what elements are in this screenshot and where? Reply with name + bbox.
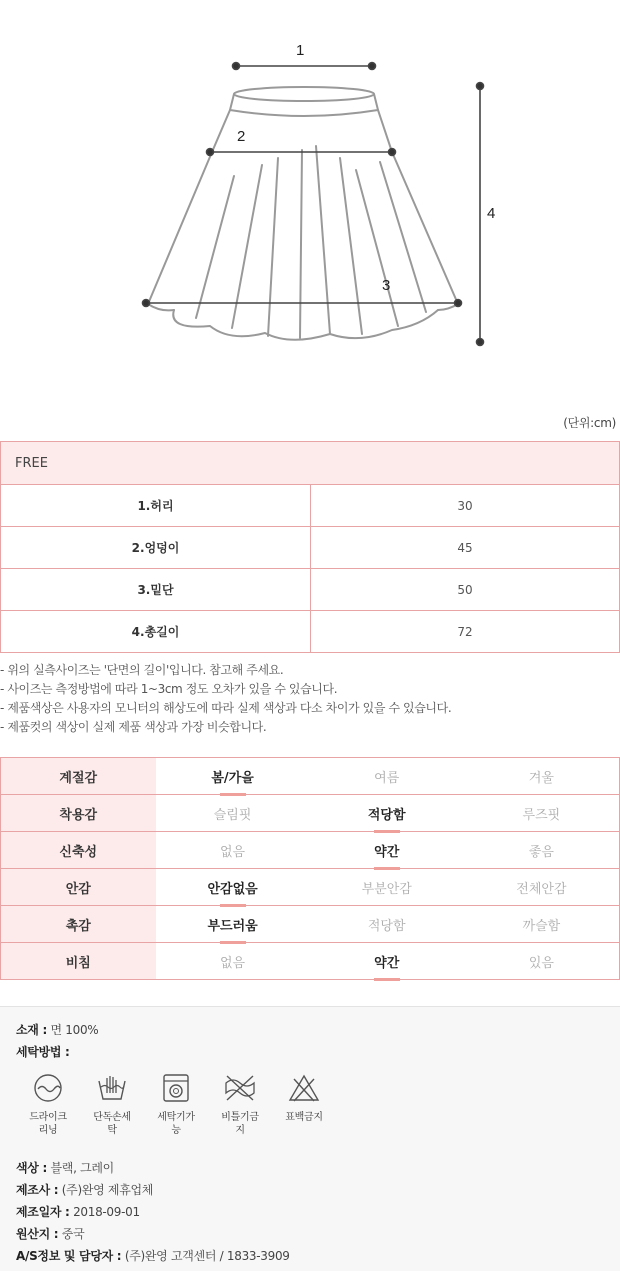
note-line: - 위의 실측사이즈는 '단면의 길이'입니다. 참고해 주세요. — [0, 663, 284, 677]
feature-option: 없음 — [156, 832, 310, 869]
feature-option-selected: 적당함 — [310, 795, 464, 832]
wash-caption: 단독손세 — [93, 1112, 131, 1123]
no-bleach-icon — [288, 1073, 320, 1103]
material-line — [16, 1021, 98, 1038]
table-row — [1, 832, 620, 869]
wash-caption: 표백금지 — [285, 1112, 323, 1123]
note-line: - 사이즈는 측정방법에 따라 1~3cm 정도 오차가 있을 수 있습니다. — [0, 682, 338, 696]
feature-label: 촉감 — [1, 906, 156, 943]
note-line: - 제품컷의 색상이 실제 제품 색상과 가장 비슷합니다. — [0, 720, 267, 734]
feature-option: 여름 — [310, 758, 464, 795]
skirt-size-diagram — [0, 0, 620, 400]
wash-item — [18, 1073, 78, 1137]
wash-caption: 탁 — [107, 1125, 117, 1136]
size-row-value: 45 — [311, 527, 620, 569]
feature-option: 부분안감 — [310, 869, 464, 906]
table-row — [1, 795, 620, 832]
table-row — [1, 611, 620, 653]
table-row — [1, 869, 620, 906]
size-row-value: 72 — [311, 611, 620, 653]
size-table — [0, 441, 620, 653]
table-row — [1, 527, 620, 569]
feature-option: 슬림핏 — [156, 795, 310, 832]
measure-label-hip: 2 — [237, 128, 246, 145]
feature-option: 있음 — [464, 943, 620, 980]
washing-machine-icon — [161, 1073, 191, 1103]
wash-caption: 능 — [171, 1125, 181, 1136]
measure-label-waist: 1 — [296, 42, 305, 59]
table-row — [1, 906, 620, 943]
wash-caption: 지 — [235, 1125, 245, 1136]
wash-caption: 비틀기금 — [221, 1112, 259, 1123]
wash-caption: 세탁기가 — [157, 1112, 195, 1123]
wash-caption: 드라이크 — [29, 1112, 67, 1123]
feature-option: 까슬함 — [464, 906, 620, 943]
feature-label: 계절감 — [1, 758, 156, 795]
size-row-value: 30 — [311, 485, 620, 527]
as-label: A/S정보 및 담당자 : — [16, 1249, 122, 1263]
feature-option-selected: 봄/가을 — [156, 758, 310, 795]
unit-label: (단위:cm) — [563, 416, 616, 430]
product-info-panel — [0, 1006, 620, 1271]
wash-item — [210, 1073, 270, 1137]
date-line — [16, 1203, 140, 1220]
origin-label: 원산지 : — [16, 1227, 59, 1241]
date-value: 2018-09-01 — [73, 1205, 140, 1219]
feature-option-selected: 부드러움 — [156, 906, 310, 943]
feature-option: 전체안감 — [464, 869, 620, 906]
table-row — [1, 943, 620, 980]
feature-option: 적당함 — [310, 906, 464, 943]
feature-option: 겨울 — [464, 758, 620, 795]
as-line — [16, 1247, 290, 1264]
skirt-illustration — [0, 0, 620, 400]
wash-item — [82, 1073, 142, 1137]
measure-label-length: 4 — [487, 205, 496, 222]
material-label: 소재 : — [16, 1023, 47, 1037]
wash-item — [274, 1073, 334, 1124]
maker-line — [16, 1181, 153, 1198]
size-row-value: 50 — [311, 569, 620, 611]
feature-table — [0, 757, 620, 980]
size-header-free: FREE — [1, 442, 620, 485]
color-label: 색상 : — [16, 1161, 47, 1175]
size-row-label: 4.총길이 — [1, 611, 311, 653]
size-row-label: 2.엉덩이 — [1, 527, 311, 569]
maker-label: 제조사 : — [16, 1183, 59, 1197]
feature-option-selected: 안감없음 — [156, 869, 310, 906]
size-table-header — [1, 442, 620, 485]
wash-label: 세탁방법 : — [16, 1045, 70, 1059]
feature-label: 비침 — [1, 943, 156, 980]
origin-line — [16, 1225, 84, 1242]
feature-label: 착용감 — [1, 795, 156, 832]
as-value: (주)완영 고객센터 / 1833-3909 — [124, 1249, 290, 1263]
feature-label: 신축성 — [1, 832, 156, 869]
feature-option-selected: 약간 — [310, 832, 464, 869]
note-line: - 제품색상은 사용자의 모니터의 해상도에 따라 실제 색상과 다소 차이가 있을 수 있습니다. — [0, 701, 452, 715]
feature-label: 안감 — [1, 869, 156, 906]
date-label: 제조일자 : — [16, 1205, 70, 1219]
measure-label-hem: 3 — [382, 277, 391, 294]
dry-clean-icon — [33, 1073, 63, 1103]
feature-option: 없음 — [156, 943, 310, 980]
table-row — [1, 758, 620, 795]
wash-item — [146, 1073, 206, 1137]
size-notes — [0, 661, 451, 737]
size-row-label: 3.밑단 — [1, 569, 311, 611]
feature-option: 루즈핏 — [464, 795, 620, 832]
no-wring-icon — [223, 1073, 257, 1103]
wash-caption: 리닝 — [38, 1125, 58, 1136]
table-row — [1, 485, 620, 527]
origin-value: 중국 — [61, 1227, 85, 1241]
table-row — [1, 569, 620, 611]
feature-option-selected: 약간 — [310, 943, 464, 980]
maker-value: (주)완영 제휴업체 — [61, 1183, 154, 1197]
size-row-label: 1.허리 — [1, 485, 311, 527]
wash-line — [16, 1043, 70, 1060]
color-value: 블랙, 그레이 — [50, 1161, 114, 1175]
hand-wash-icon — [97, 1073, 127, 1103]
color-line — [16, 1159, 114, 1176]
material-value: 면 100% — [50, 1023, 99, 1037]
feature-option: 좋음 — [464, 832, 620, 869]
